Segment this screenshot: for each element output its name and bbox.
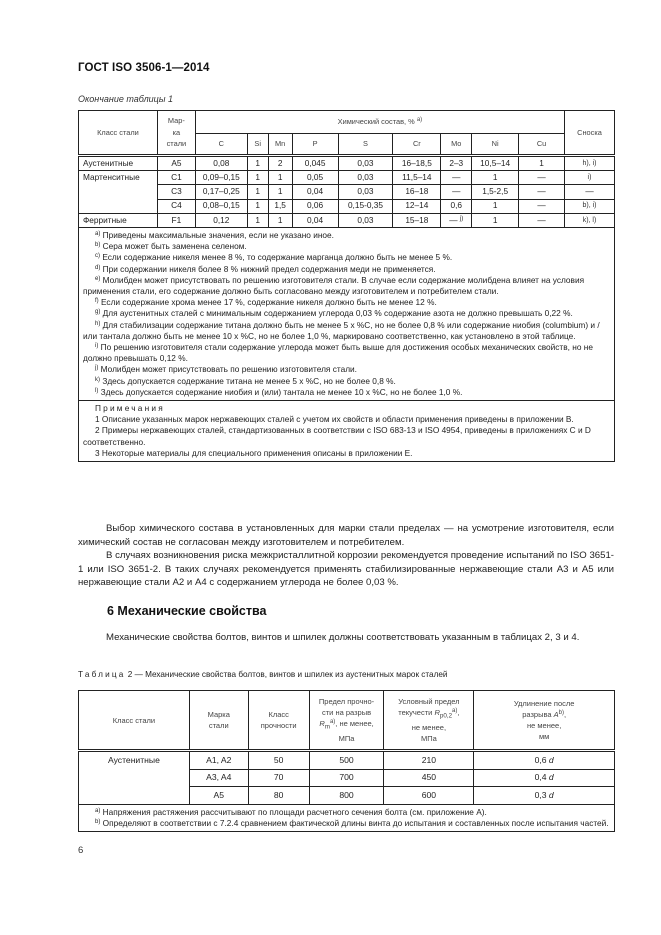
table-row: Мартенситные C1 0,09–0,15 1 1 0,05 0,03 11,5–14 — 1 — i) [79, 171, 615, 185]
note-3: 3 Некоторые материалы для специального применения описаны в приложении E. [95, 447, 413, 458]
note-2: 2 Примеры нержавеющих сталей, стандартизованных в соответствии с ISO 683-13 и ISO 4954, приведены в приложениях C и D соответственно. [83, 425, 591, 447]
document-header: ГОСТ ISO 3506-1—2014 [78, 62, 210, 74]
header-c: C [195, 134, 247, 156]
header-strength-class: Класс прочности [248, 691, 309, 751]
header-si: Si [247, 134, 268, 156]
header-mo: Mo [441, 134, 472, 156]
footnote-e: $^{e)}$ Молибден может присутствовать по решению изготовителя стали. В случае если содержание молибдена влияет на условия применения стали, его содержание должно быть согласовано между изготовителем и потребителем стали. [83, 274, 585, 296]
section-6-title: 6 Механические свойства [107, 604, 267, 618]
paragraph-corrosion: В случаях возникновения риска межкристаллитной коррозии рекомендуется проведение испытаний по ISO 3651-1 или ISO 3651-2. В таких случаях рекомендуется применять стабилизированные нержавеющие стали A3 и A5 или нержавеющие стали A2 и A4 с содержанием углерода не более 0,03 %. [78, 550, 614, 589]
footnote-j: $^{j)}$ Молибден может присутствовать по решению изготовителя стали. [95, 364, 357, 375]
table-row: A5 80 800 600 0,3 d [79, 787, 615, 805]
header-grade: Марка стали [189, 691, 248, 751]
header-elongation: Удлинение после разрыва $A^{b)}$, не менее, мм [474, 691, 615, 751]
table-row: C3 0,17–0,25 1 1 0,04 0,03 16–18 — 1,5-2,5 — — [79, 185, 615, 199]
header-class: Класс стали [79, 111, 158, 156]
footnote-g: $^{g)}$ Для аустенитных сталей с минимальным содержанием углерода 0,03 % содержание азота не должно превышать 0,22 %. [95, 308, 573, 319]
header-tensile-strength: Предел прочно- сти на разрыв $R_m^{a)}$, не менее, МПа [309, 691, 384, 751]
header-cr: Cr [393, 134, 441, 156]
table1-chemical-composition [78, 110, 615, 462]
table1-caption: Окончание таблицы 1 [78, 94, 173, 104]
section-6-body: Механические свойства болтов, винтов и шпилек должны соответствовать указанным в таблицах 2, 3 и 4. [106, 632, 580, 643]
header-cu: Cu [519, 134, 565, 156]
table1-footnotes [79, 227, 615, 400]
footnote-h: $^{h)}$ Для стабилизации содержание титана должно быть не менее 5 x %C, но не более 0,8 % или содержание ниобия (columbium) и /или тантала должно быть не менее 10 x %C, но не более 1,0 %, маркировано соответственно, как установлено в этой таблице. [83, 319, 600, 341]
footnote-f: $^{f)}$ Если содержание хрома менее 17 %, содержание никеля должно быть не менее 12 %. [95, 297, 437, 308]
note-1: 1 Описание указанных марок нержавеющих сталей с учетом их свойств и области применения приведены в приложении B. [95, 414, 574, 425]
page-number: 6 [78, 845, 84, 856]
table-row: Ферритные F1 0,12 1 1 0,04 0,03 15–18 — $^{j)}$ 1 — k), l) [79, 213, 615, 227]
header-s: S [338, 134, 393, 156]
header-ni: Ni [472, 134, 519, 156]
header-chemical-composition: Химический состав, % $^{a)}$ [195, 111, 564, 134]
paragraph-composition-choice: Выбор химического состава в установленных для марки стали пределах — на усмотрение изготовителя, если химический состав не согласован между изготовителем и потребителем. [78, 523, 614, 548]
notes-title: Примечания [95, 402, 165, 413]
footnote-l: $^{l)}$ Здесь допускается содержание ниобия и (или) тантала не менее 10 x %C, но не более 1,0 %. [95, 386, 463, 397]
table-row: Аустенитные A5 0,08 1 2 0,045 0,03 16–18,5 2–3 10,5–14 1 h), i) [79, 156, 615, 171]
header-class: Класс стали [79, 691, 190, 751]
table2-mechanical-properties [78, 690, 615, 832]
footnote-b: $^{b)}$ Определяют в соответствии с 7.2.4 сравнением фактической длины винта до испытания и составленных после испытания частей. [95, 817, 609, 828]
table-row: A3, A4 70 700 450 0,4 d [79, 769, 615, 787]
footnote-a: $^{a)}$ Напряжения растяжения рассчитывают по площади расчетного сечения болта (см. приложение A). [95, 806, 487, 817]
body-paragraphs [78, 522, 614, 590]
table-row: C4 0,08–0,15 1 1,5 0,06 0,15-0,35 12–14 0,6 1 — b), i) [79, 199, 615, 213]
header-footnote: Сноска [564, 111, 614, 156]
footnote-d: $^{d)}$ При содержании никеля более 8 % нижний предел содержания меди не применяется. [95, 263, 436, 274]
table-row: Аустенитные A1, A2 50 500 210 0,6 d [79, 751, 615, 770]
header-mn: Mn [268, 134, 292, 156]
footnote-b: $^{b)}$ Сера может быть заменена селеном. [95, 241, 247, 252]
header-grade: Мар- ка стали [157, 111, 195, 156]
footnote-i: $^{i)}$ По решению изготовителя стали содержание углерода может быть выше для достижения особых механических свойств, но не должно превышать 0,12 %. [83, 341, 593, 364]
table2-footnotes [79, 804, 615, 831]
footnote-k: $^{k)}$ Здесь допускается содержание титана не менее 5 x %C, но не более 0,8 %. [95, 375, 396, 386]
table1-notes [79, 400, 615, 461]
footnote-c: $^{c)}$ Если содержание никеля менее 8 %, то содержание марганца должно быть не менее 5 %. [95, 252, 453, 263]
header-p: P [292, 134, 338, 156]
header-yield-strength: Условный предел текучести $R_{p0,2}^{a)}$, не менее, МПа [384, 691, 474, 751]
table2-caption: Таблица 2 — Механические свойства болтов, винтов и шпилек из аустенитных марок сталей [78, 670, 448, 679]
footnote-a: $^{a)}$ Приведены максимальные значения, если не указано иное. [95, 229, 334, 240]
